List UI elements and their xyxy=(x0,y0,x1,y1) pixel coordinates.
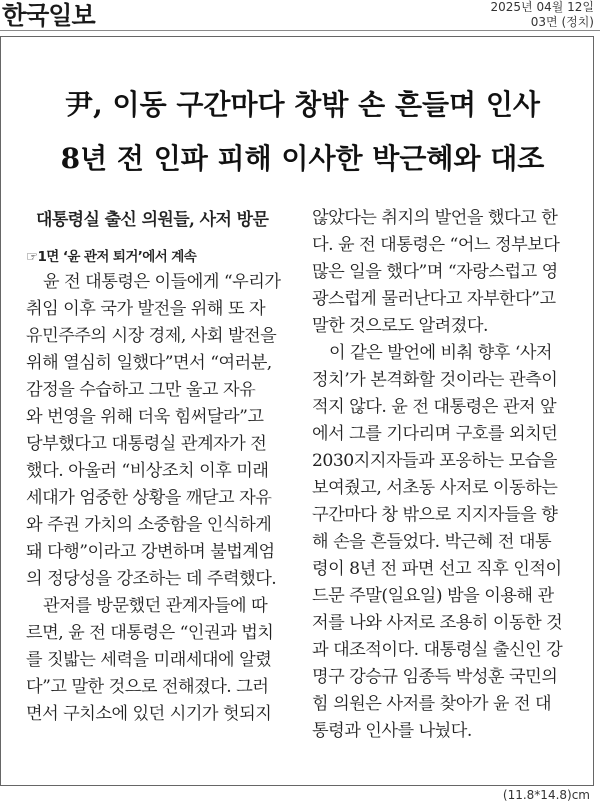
body-line: 통령과 인사를 나눴다. xyxy=(312,721,472,741)
body-line: 저를 나와 사저로 조용히 이동한 것 xyxy=(312,613,563,633)
body-line: 르면, 윤 전 대통령은 “인권과 법치 xyxy=(26,623,274,643)
body-line: 말한 것으로도 알려졌다. xyxy=(312,316,488,336)
body-line: 와 주권 가치의 소중함을 인식하게 xyxy=(26,515,272,535)
body-line: 드문 주말(일요일) 밤을 이용해 관 xyxy=(312,586,554,606)
body-line: 세대가 엄중한 상황을 깨닫고 자유 xyxy=(26,488,272,508)
clipping-size: (11.8*14.8)cm xyxy=(502,788,590,802)
body-line: 윤 전 대통령은 이들에게 “우리가 xyxy=(43,272,281,292)
body-line: 취임 이후 국가 발전을 위해 또 자 xyxy=(26,299,266,319)
body-line: 령이 8년 전 파면 선고 직후 인적이 xyxy=(312,559,562,579)
body-line: 다. 윤 전 대통령은 “어느 정부보다 xyxy=(312,235,560,255)
body-line: 많은 일을 했다”며 “자랑스럽고 영 xyxy=(312,262,558,282)
body-line: 적지 않다. 윤 전 대통령은 관저 앞 xyxy=(312,397,557,417)
article-column-right xyxy=(312,205,574,745)
body-line: 당부했다고 대통령실 관계자가 전 xyxy=(26,434,267,454)
body-line: 유민주주의 시장 경제, 사회 발전을 xyxy=(26,326,277,346)
headline-line-1: 尹, 이동 구간마다 창밖 손 흔들며 인사 xyxy=(65,88,540,121)
body-line: 명구 강승규 임종득 박성훈 국민의 xyxy=(312,667,558,687)
body-line: 과 대조적이다. 대통령실 출신인 강 xyxy=(312,640,563,660)
article-column-left xyxy=(26,205,288,728)
body-line: 감정을 수습하고 그만 울고 자유 xyxy=(26,380,256,400)
body-line: 않았다는 취지의 발언을 했다고 한 xyxy=(312,208,558,228)
body-line: 2030지지자들과 포옹하는 모습을 xyxy=(312,451,557,471)
newspaper-logo: 한국일보 xyxy=(2,1,95,30)
body-line: 면서 구치소에 있던 시기가 헛되지 xyxy=(26,704,272,724)
body-line: 정치’가 본격화할 것이라는 관측이 xyxy=(312,370,558,390)
body-line: 힘 의원은 사저를 찾아가 윤 전 대 xyxy=(312,694,552,714)
body-line: 했다. 아울러 “비상조치 이후 미래 xyxy=(26,461,269,481)
body-line: 위해 열심히 일했다”면서 “여러분, xyxy=(26,353,272,373)
headline-line-2: 8년 전 인파 피해 이사한 박근혜와 대조 xyxy=(60,142,545,175)
subheadline: 대통령실 출신 의원들, 사저 방문 xyxy=(36,210,269,230)
page-section: 03면 (정치) xyxy=(530,15,594,29)
body-line: 구간마다 창 밖으로 지지자들을 향 xyxy=(312,505,558,525)
continued-from-page-1: ☞1면 ‘윤 관저 퇴거’에서 계속 xyxy=(26,249,197,265)
body-line: 관저를 방문했던 관계자들에 따 xyxy=(43,596,268,616)
body-line: 다”고 말한 것으로 전해졌다. 그러 xyxy=(26,677,269,697)
body-line: 돼 다행”이라고 강변하며 불법계엄 xyxy=(26,542,275,562)
body-line: 와 번영을 위해 더욱 힘써달라”고 xyxy=(26,407,264,427)
body-line: 이 같은 발언에 비춰 향후 ‘사저 xyxy=(329,343,553,363)
body-line: 보여줬고, 서초동 사저로 이동하는 xyxy=(312,478,558,498)
body-line: 의 정당성을 강조하는 데 주력했다. xyxy=(26,569,277,589)
body-line: 에서 그를 기다리며 구호를 외치던 xyxy=(312,424,558,444)
issue-date: 2025년 04월 12일 xyxy=(490,0,594,14)
masthead-divider xyxy=(0,30,600,31)
body-line: 광스럽게 물러난다고 자부한다”고 xyxy=(312,289,556,309)
body-line: 해 손을 흔들었다. 박근혜 전 대통 xyxy=(312,532,552,552)
body-line: 를 짓밟는 세력을 미래세대에 알렸 xyxy=(26,650,272,670)
issue-meta xyxy=(491,0,594,30)
